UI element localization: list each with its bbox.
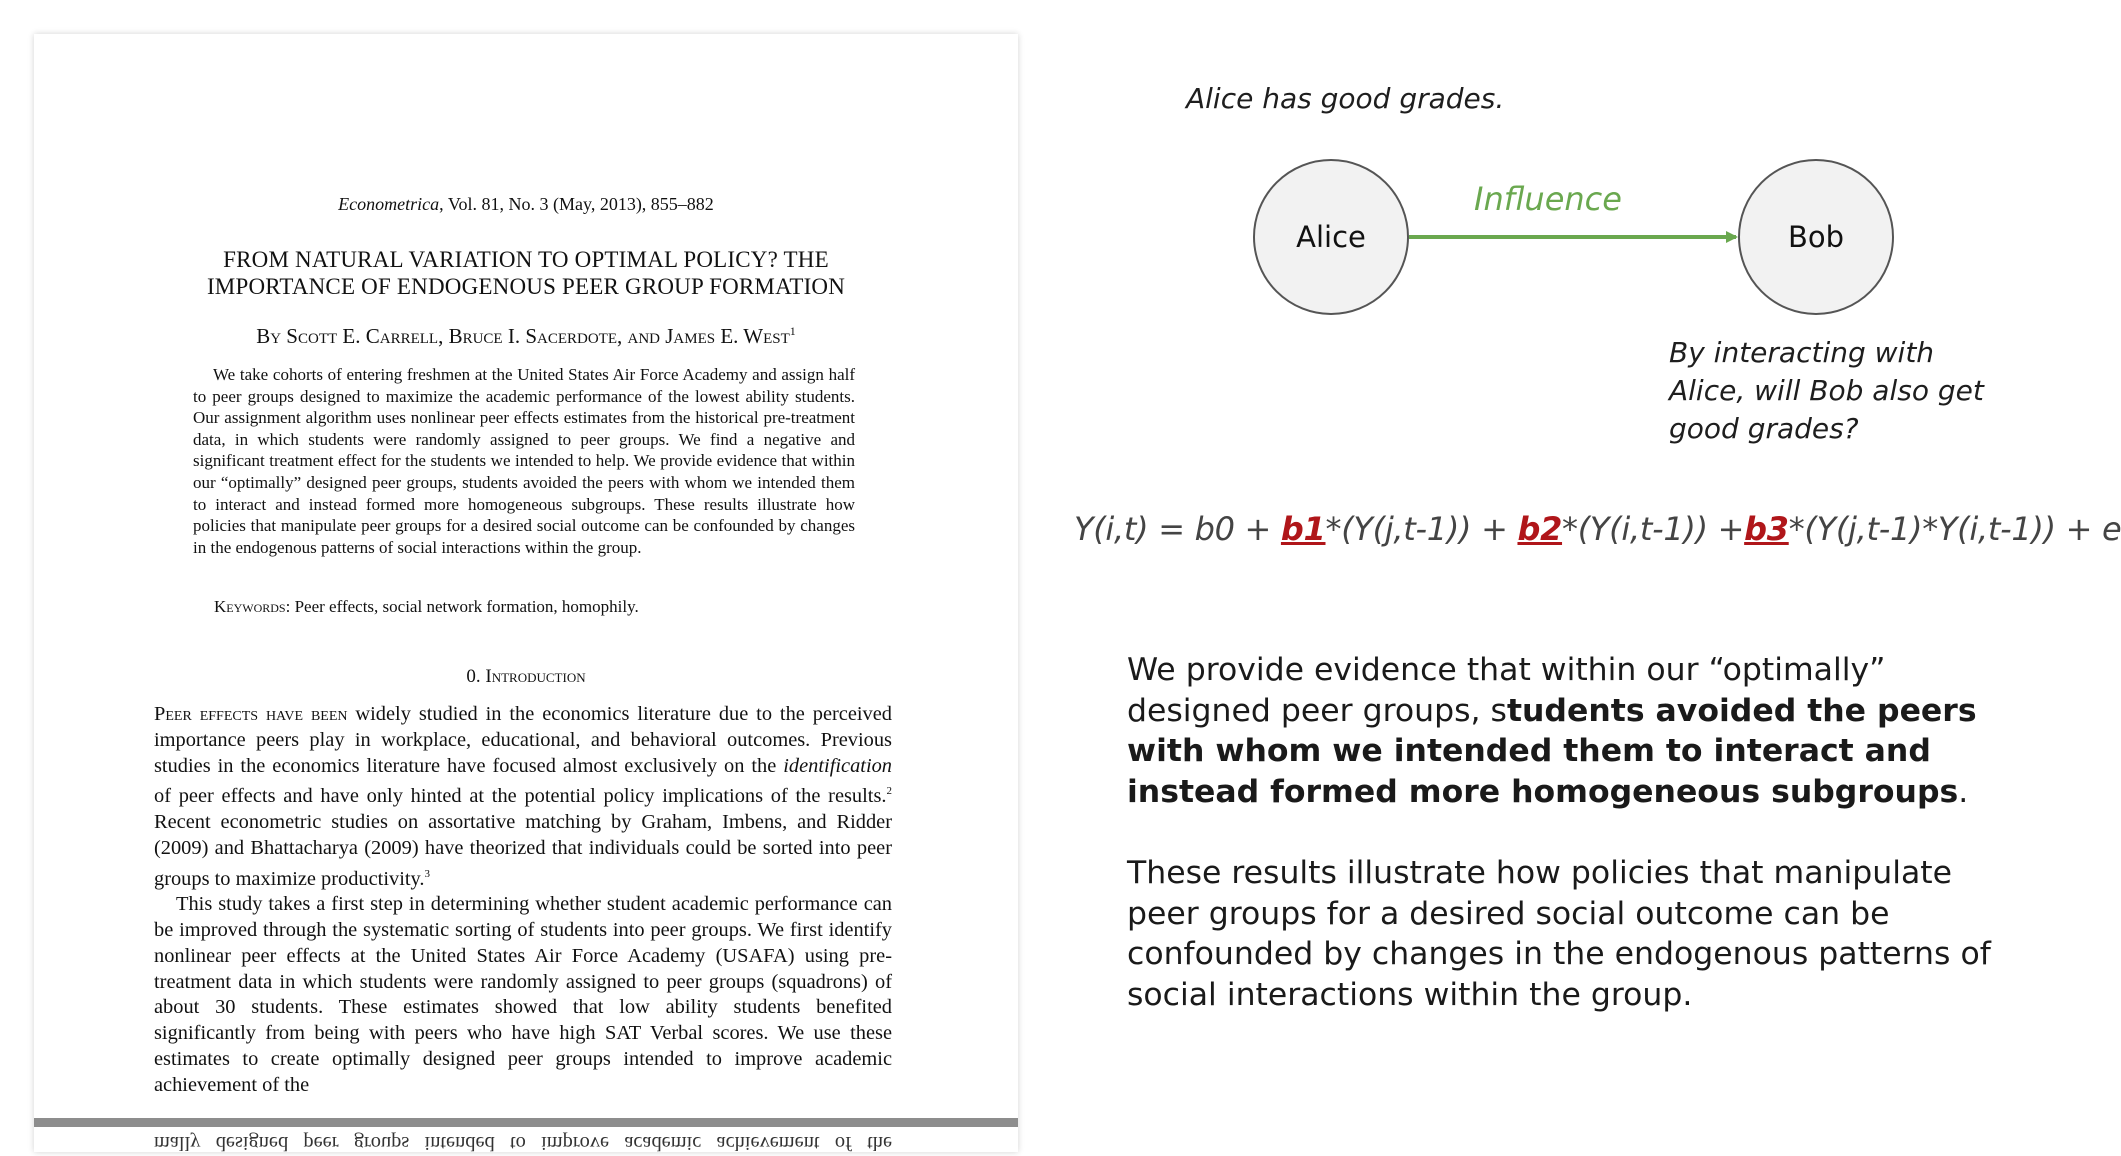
keywords-label: Keywords: [214,597,291,616]
influence-label: Influence [1474,180,1622,218]
paper-title-line-2: IMPORTANCE OF ENDOGENOUS PEER GROUP FORMATION [206,274,846,299]
quote-1-end: . [1958,773,1969,810]
eq-part-3: *(Y(i,t-1)) + [1562,510,1745,548]
footnote-marker-3: 3 [424,867,431,880]
keywords-text: Peer effects, social network formation, homophily. [290,597,639,616]
paper-abstract: We take cohorts of entering freshmen at the United States Air Force Academy and assign half to peer groups designed to maximize the academic performance of the lowest ability students. Our assignment algorithm uses nonlinear peer effects estimates from the historical pre-treatment data, in which students were randomly assigned to peer groups. We find a negative and significant treatment effect for the students we intended to help. We provide evidence that within our “optimally” designed peer groups, students avoided the peers with whom we intended them to interact and instead formed more homogeneous subgroups. These results illustrate how policies that manipulate peer groups for a desired social outcome can be confounded by changes in the endogenous patterns of social interactions within the group. [193,365,855,557]
section-heading: 0. Introduction [466,666,586,687]
paper-page [34,34,1018,1152]
coefficient-b2: b2 [1517,510,1563,548]
paper-authors [34,324,1018,349]
quote-1-highlight: tudents avoided the peers with whom we intended them to interact and instead formed more homogeneous subgroups [1127,692,1977,810]
paper-keywords [214,597,639,617]
alice-node-label: Alice [1296,220,1366,254]
intro-text-b: of peer effects and have only hinted at the potential policy implications of the results. [154,785,887,808]
peer-effects-equation [1074,510,2121,548]
eq-part-1: Y(i,t) = b0 + [1074,510,1281,548]
coefficient-b1: b1 [1280,510,1326,548]
journal-citation [34,194,1018,215]
intro-paragraph-2: This study takes a first step in determining whether student academic performance can be improved through the systematic sorting of students into peer groups. We first identify nonlinear peer effects at the United States Air Force Academy (USAFA) using pre-treatment data in which students were randomly assigned to peer groups (squadrons) of about 30 students. These estimates showed that low ability students benefited significantly from being with peers who have high SAT Verbal scores. We use these estimates to create optimally designed peer groups intended to improve academic achievement of the [154,893,892,1096]
quote-1-intro: We provide evidence that within our “optimally” designed peer groups, s [1127,652,1886,729]
intro-text-c: Recent econometric studies on assortative matching by Graham, Imbens, and Ridder (2009) and Bhattacharya (2009) have theorized that individuals could be sorted into peer groups to maximize productivity. [154,810,892,890]
quote-paragraph-1 [1127,650,2027,812]
journal-name: Econometrica [338,194,440,214]
eq-part-4: *(Y(j,t-1)*Y(i,t-1)) + e [1788,510,2121,548]
footnote-marker-2: 2 [886,785,892,798]
paper-title [34,246,1018,300]
journal-volume: , Vol. 81, No. 3 (May, 2013), 855–882 [439,194,714,214]
eq-part-2: *(Y(j,t-1)) + [1325,510,1518,548]
paper-title-line-1: FROM NATURAL VARIATION TO OPTIMAL POLICY? THE [223,247,829,272]
diagram-caption-bottom: By interacting with Alice, will Bob also get good grades? [1669,336,1984,445]
introduction-body [154,702,892,1099]
bob-node-label: Bob [1787,220,1845,254]
intro-text-a: widely studied in the economics literature due to the perceived importance peers play in workplace, educational, and behavioral outcomes. Previous studies in the economics literature have focused almost exclusively on the [154,703,892,777]
mirrored-text-line: mally designed peer groups intended to improve academic achievement of the [154,1132,892,1154]
diagram-caption-top: Alice has good grades. [1186,82,1505,115]
authors-text: By Scott E. Carrell, Bruce I. Sacerdote, and James E. West [256,324,790,348]
page-reflection-divider [34,1118,1018,1127]
authors-footnote: 1 [789,324,796,338]
coefficient-b3: b3 [1744,510,1789,548]
quote-paragraph-2: These results illustrate how policies that manipulate peer groups for a desired social outcome can be confounded by changes in the endogenous patterns of social interactions within the group. [1127,855,1991,1013]
intro-emphasis: identification [783,754,892,777]
influence-diagram [1200,150,1920,330]
intro-lead-in: Peer effects have been [154,703,348,725]
intro-paragraph-1 [154,702,892,892]
